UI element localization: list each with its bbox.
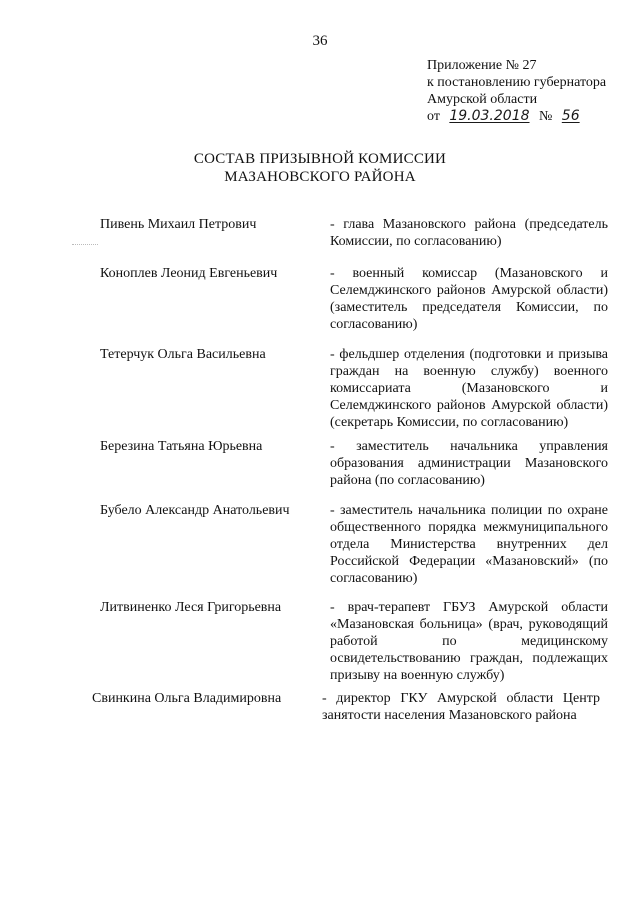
appendix-header bbox=[427, 57, 627, 125]
appendix-line-3: Амурской области bbox=[427, 92, 538, 107]
member-role: - врач-терапевт ГБУЗ Амурской области «Мазановская больница» (врач, руководящий работой по медицинскому освидетельствованию граждан, подлежащих призыву на военную службу) bbox=[330, 600, 608, 683]
page-number: 36 bbox=[312, 33, 328, 49]
member-role: - глава Мазановского района (председатель Комиссии, по согласованию) bbox=[330, 217, 608, 249]
date-prefix: от bbox=[427, 109, 440, 124]
member-name: Литвиненко Леся Григорьевна bbox=[100, 600, 282, 615]
member-role: - заместитель начальника полиции по охране общественного порядка межмуниципального отдела Министерства внутренних дел Российской Федерации «Мазановский» (по согласованию) bbox=[330, 503, 608, 586]
member-role: - военный комиссар (Мазановского и Селемджинского районов Амурской области) (заместитель председателя Комиссии, по согласованию) bbox=[330, 266, 608, 332]
member-name: Пивень Михаил Петрович bbox=[100, 217, 257, 232]
appendix-date-line bbox=[427, 108, 627, 125]
member-name: Березина Татьяна Юрьевна bbox=[100, 439, 263, 454]
member-name: Коноплев Леонид Евгеньевич bbox=[100, 266, 278, 281]
appendix-line-2: к постановлению губернатора bbox=[427, 75, 607, 90]
member-name: Свинкина Ольга Владимировна bbox=[92, 691, 282, 706]
handwritten-date: 19.03.2018 bbox=[449, 108, 530, 124]
member-role: - заместитель начальника управления образования администрации Мазановского района (по согласованию) bbox=[330, 439, 608, 488]
title-line-2: МАЗАНОВСКОГО РАЙОНА bbox=[224, 169, 416, 185]
appendix-line-1: Приложение № 27 bbox=[427, 58, 537, 73]
member-role: - директор ГКУ Амурской области Центр занятости населения Мазановского района bbox=[322, 691, 600, 723]
member-role: - фельдшер отделения (подготовки и призыва граждан на военную службу) военного комиссариата (Мазановского и Селемджинского районов Амурской области) (секретарь Комиссии, по согласованию) bbox=[330, 347, 608, 430]
scan-artifact-mark bbox=[72, 244, 98, 245]
document-title bbox=[0, 150, 640, 186]
handwritten-number: 56 bbox=[561, 108, 580, 124]
member-name: Тетерчук Ольга Васильевна bbox=[100, 347, 266, 362]
title-line-1: СОСТАВ ПРИЗЫВНОЙ КОМИССИИ bbox=[193, 151, 447, 167]
member-name: Бубело Александр Анатольевич bbox=[100, 503, 290, 518]
number-prefix: № bbox=[538, 109, 553, 124]
